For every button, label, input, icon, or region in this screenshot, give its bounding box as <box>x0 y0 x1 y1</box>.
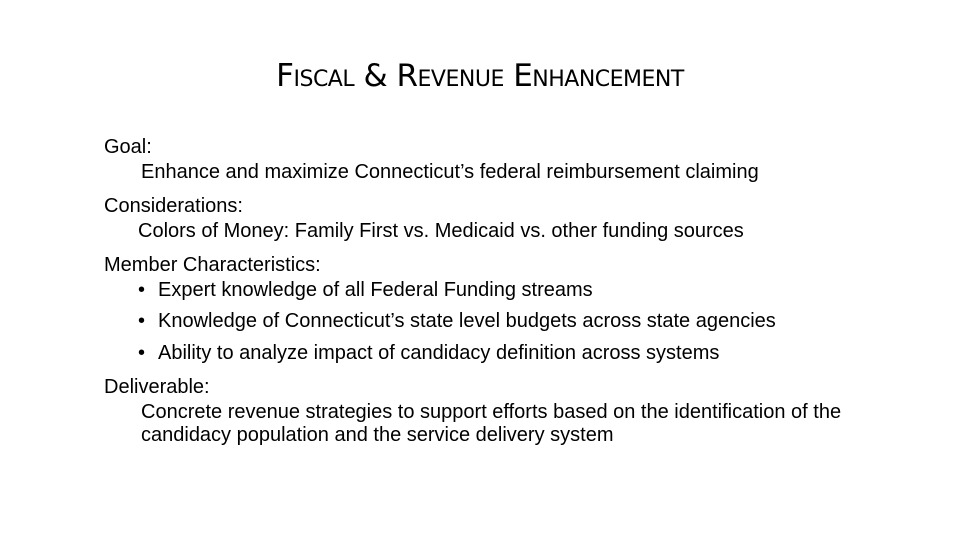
list-item <box>138 310 924 334</box>
list-item-text: Knowledge of Connecticut’s state level budgets across state agencies <box>158 310 776 332</box>
bullet-icon: • <box>138 310 146 332</box>
slide-title: Fiscal & Revenue Enhancement <box>276 58 684 94</box>
goal-text: Enhance and maximize Connecticut’s federal reimbursement claiming <box>141 160 759 183</box>
goal-heading: Goal: <box>104 136 152 158</box>
member-characteristics-list <box>104 279 924 366</box>
deliverable-heading: Deliverable: <box>104 376 210 398</box>
considerations-text: Colors of Money: Family First vs. Medicaid vs. other funding sources <box>138 219 744 242</box>
considerations-heading: Considerations: <box>104 195 243 217</box>
list-item <box>138 342 924 366</box>
slide-body <box>104 136 924 459</box>
list-item <box>138 279 924 303</box>
member-characteristics-heading: Member Characteristics: <box>104 254 321 276</box>
bullet-icon: • <box>138 341 146 364</box>
list-item-text: Expert knowledge of all Federal Funding streams <box>158 278 593 301</box>
bullet-icon: • <box>138 278 146 301</box>
list-item-text: Ability to analyze impact of candidacy definition across systems <box>158 341 720 364</box>
deliverable-text: Concrete revenue strategies to support efforts based on the identification of the candidacy population and the service delivery system <box>141 400 842 446</box>
